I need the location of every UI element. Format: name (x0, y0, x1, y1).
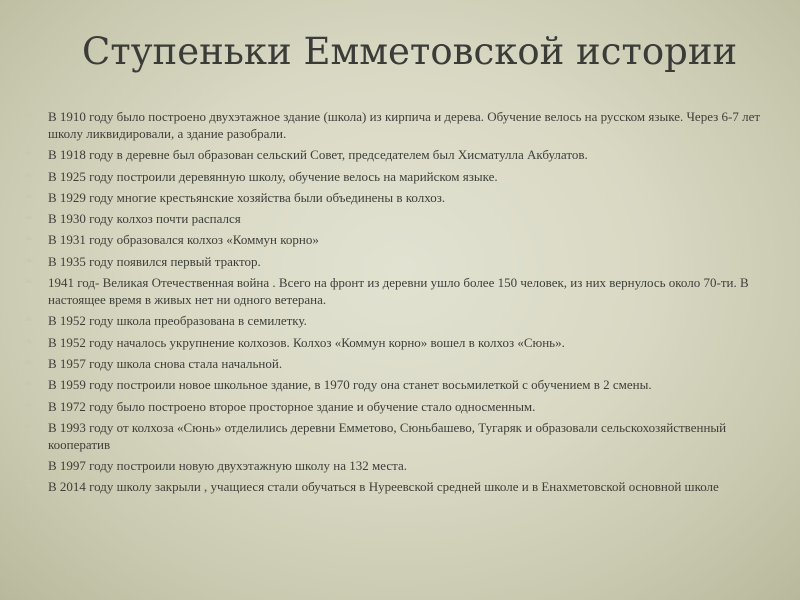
history-item (24, 419, 788, 453)
history-item (24, 146, 788, 163)
history-item-text: В 2014 году школу закрыли , учащиеся стали обучаться в Нуреевской средней школе и в Енахметовской основной школе (48, 479, 719, 495)
fleuron-bullet-icon: ❧ (24, 276, 34, 289)
history-item (24, 168, 788, 185)
history-item-text: В 1957 году школа снова стала начальной. (48, 355, 283, 371)
history-item (24, 274, 788, 308)
history-item-text: В 1931 году образовался колхоз «Коммун корно» (48, 232, 319, 248)
history-item-text: 1941 год- Великая Отечественная война . Всего на фронт из деревни ушло более 150 человек, из них вернулось около 70-ти. В настоящее время в живых нет ни одного ветерана. (48, 275, 749, 308)
fleuron-bullet-icon: ❧ (24, 459, 34, 472)
fleuron-bullet-icon: ❧ (24, 480, 34, 493)
history-item-text: В 1910 году было построено двухэтажное здание (школа) из кирпича и дерева. Обучение велось на русском языке. Через 6-7 лет школу ликвидировали, а здание разобрали. (48, 109, 761, 141)
history-item-text: В 1952 году школа преобразована в семилетку. (48, 313, 307, 329)
fleuron-bullet-icon: ❧ (24, 148, 34, 161)
fleuron-bullet-icon: ❧ (24, 190, 34, 203)
history-item-text: В 1935 году появился первый трактор. (48, 253, 261, 269)
history-item (24, 312, 788, 329)
fleuron-bullet-icon: ❧ (24, 212, 34, 225)
fleuron-bullet-icon: ❧ (24, 110, 34, 122)
history-item-text: В 1997 году построили новую двухэтажную школу на 132 места. (48, 458, 407, 474)
history-item-text: В 1972 году было построено второе просторное здание и обучение стало односменным. (48, 398, 536, 414)
slide-title: Ступеньки Емметовской истории (82, 30, 738, 73)
fleuron-bullet-icon: ❧ (24, 254, 34, 267)
history-item-text: В 1993 году от колхоза «Сюнь» отделились деревни Емметово, Сюньбашево, Тугаряк и образовали сельскохозяйственный кооператив (48, 419, 727, 452)
history-item (24, 231, 788, 248)
fleuron-bullet-icon: ❧ (24, 378, 34, 391)
history-item-text: В 1929 году многие крестьянские хозяйства были объединены в колхоз. (48, 189, 446, 205)
fleuron-bullet-icon: ❧ (24, 233, 34, 246)
history-list (24, 108, 788, 500)
history-item (24, 108, 788, 142)
fleuron-bullet-icon: ❧ (24, 169, 34, 182)
history-item (24, 253, 788, 270)
history-item (24, 457, 788, 474)
fleuron-bullet-icon: ❧ (24, 356, 34, 369)
history-item-text: В 1930 году колхоз почти распался (48, 211, 241, 227)
fleuron-bullet-icon: ❧ (24, 314, 34, 327)
history-item (24, 210, 788, 227)
history-item (24, 189, 788, 206)
history-item-text: В 1952 году началось укрупнение колхозов. Колхоз «Коммун корно» вошел в колхоз «Сюнь». (48, 334, 565, 350)
history-item (24, 398, 788, 415)
history-item-text: В 1918 году в деревне был образован сельский Совет, председателем был Хисматулла Акбулатов. (48, 147, 588, 163)
history-item (24, 334, 788, 351)
history-item-text: В 1959 году построили новое школьное здание, в 1970 году она станет восьмилеткой с обучением в 2 смены. (48, 377, 652, 393)
fleuron-bullet-icon: ❧ (24, 399, 34, 412)
history-item (24, 355, 788, 372)
history-item (24, 376, 788, 393)
fleuron-bullet-icon: ❧ (24, 420, 34, 433)
history-item (24, 478, 788, 495)
fleuron-bullet-icon: ❧ (24, 335, 34, 348)
history-item-text: В 1925 году построили деревянную школу, обучение велось на марийском языке. (48, 168, 498, 184)
